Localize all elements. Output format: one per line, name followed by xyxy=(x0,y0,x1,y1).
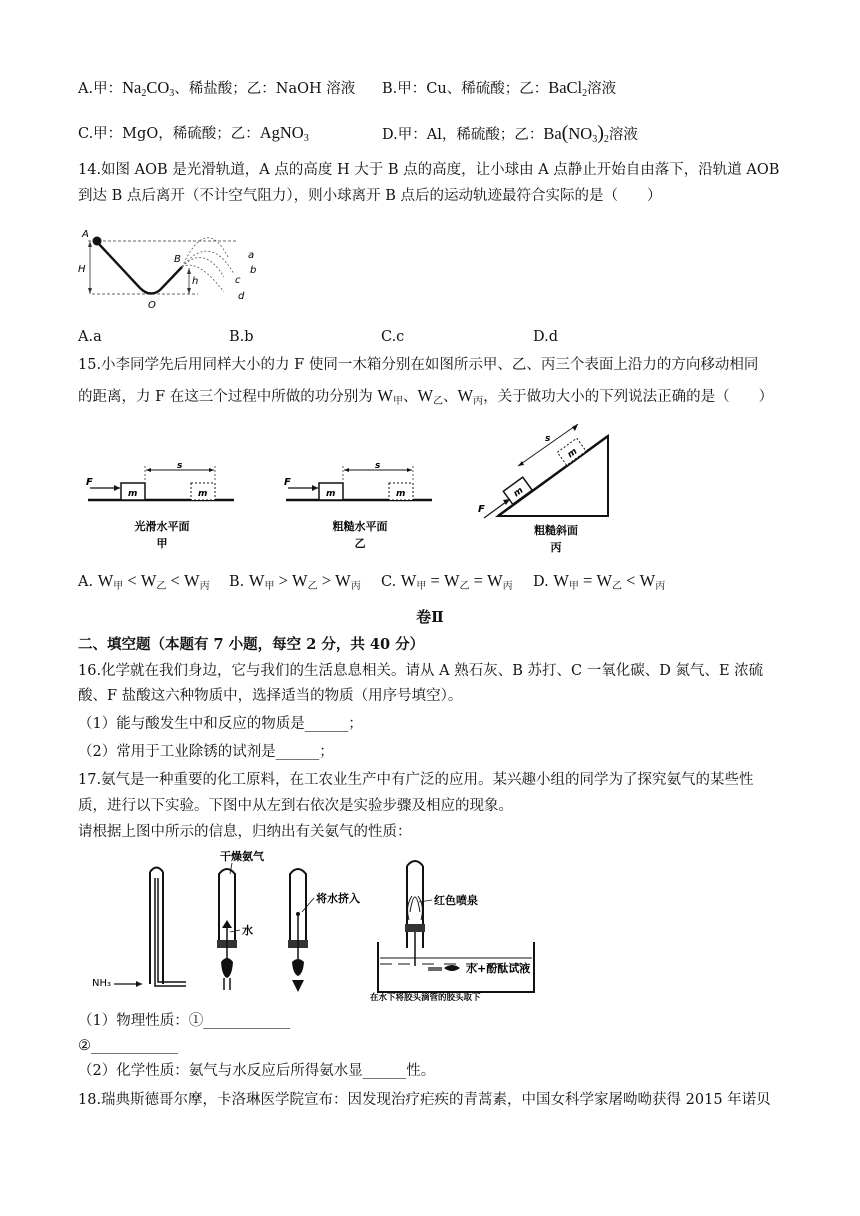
q15-figure-rough-plane xyxy=(282,460,442,554)
q16-text-line1: 16.化学就在我们身边，它与我们的生活息息相关。请从 A 熟石灰、B 苏打、C 一氧化碳、D 氮气、E 浓硫 xyxy=(78,663,764,679)
q17-text-line1: 17.氨气是一种重要的化工原料，在工农业生产中有广泛的应用。某兴趣小组的同学为了探究氨气的某些性 xyxy=(78,772,754,788)
q15-text-line2: 的距离，力 F 在这三个过程中所做的功分别为 $W_甲$、$W_乙$、$W_丙$，关于做功大小的下列说法正确的是（ ） xyxy=(78,386,774,407)
section-title: 卷Ⅱ xyxy=(416,608,444,626)
water-phenol-label: 水+酚酞试液 xyxy=(466,962,531,975)
q15-option-b: B. $W_甲 > W_乙 > W_丙$ xyxy=(229,571,361,592)
label-traj-c: c xyxy=(235,275,241,286)
part2-heading: 二、填空题（本题有 7 小题，每空 2 分，共 40 分） xyxy=(78,636,425,653)
q17-item1: （1）物理性质：①____________ xyxy=(78,1013,291,1029)
nh3-label: NH₃ xyxy=(92,978,112,989)
fountain-caption: 在水下将胶头滴管的胶头取下 xyxy=(370,993,481,1002)
q16-item2: （2）常用于工业除锈的试剂是______； xyxy=(78,744,334,760)
caption-bing: 丙 xyxy=(550,541,562,554)
label-traj-a: a xyxy=(248,250,255,261)
caption-smooth-plane: 光滑水平面 xyxy=(134,520,190,533)
q15-text-line1: 15.小李同学先后用同样大小的力 F 使同一木箱分别在如图所示甲、乙、丙三个表面上沿力的方向移动相同 xyxy=(78,357,759,373)
q13-option-d: D.甲：Al，稀硫酸；乙：$Ba(NO_3)_2$溶液 xyxy=(382,122,638,145)
q17-item2: （2）化学性质：氨气与水反应后所得氨水显______性。 xyxy=(78,1063,436,1079)
q16-text-line2: 酸、F 盐酸这六种物质中，选择适当的物质（用序号填空）。 xyxy=(78,688,463,704)
q17-ammonia-figure xyxy=(92,850,552,1002)
q13-option-a: A.甲：$Na_2CO_3$、稀盐酸；乙：NaOH 溶液 xyxy=(78,78,356,99)
box-label-end: m xyxy=(565,446,580,461)
caption-rough-plane: 粗糙水平面 xyxy=(332,520,388,533)
box-label: m xyxy=(128,489,138,499)
q18-text-line1: 18.瑞典斯德哥尔摩，卡洛琳医学院宣布：因发现治疗疟疾的青蒿素，中国女科学家屠呦呦获得 2015 年诺贝 xyxy=(78,1092,771,1108)
q15-option-c: C. $W_甲 = W_乙 = W_丙$ xyxy=(381,571,513,592)
distance-label: s xyxy=(545,434,551,444)
box-label: m xyxy=(511,485,526,500)
q13-option-b: B.甲：Cu、稀硫酸；乙：BaCl$_2$溶液 xyxy=(382,78,617,99)
q17-text-line2: 质，进行以下实验。下图中从左到右依次是实验步骤及相应的现象。 xyxy=(78,798,513,814)
label-b-point: B xyxy=(174,254,181,265)
box-label-end: m xyxy=(396,489,406,499)
q14-option-c: C.c xyxy=(381,329,405,345)
water-label: 水 xyxy=(242,924,253,937)
q17-text-line3: 请根据上图中所示的信息，归纳出有关氨气的性质： xyxy=(78,824,412,840)
label-traj-b: b xyxy=(250,265,257,276)
q14-text-line2: 到达 B 点后离开（不计空气阻力），则小球离开 B 点后的运动轨迹最符合实际的是（ ） xyxy=(78,188,662,204)
q14-text-line1: 14.如图 AOB 是光滑轨道，A 点的高度 H 大于 B 点的高度，让小球由 A 点静止开始自由落下，沿轨道 AOB xyxy=(78,162,780,178)
q15-figure-rough-incline xyxy=(478,424,628,558)
label-h-big: H xyxy=(78,264,86,275)
box-label-end: m xyxy=(198,489,208,499)
caption-yi: 乙 xyxy=(354,537,366,550)
caption-rough-incline: 粗糙斜面 xyxy=(534,524,578,537)
q14-option-b: B.b xyxy=(229,329,254,345)
q13-option-c: C.甲：MgO，稀硫酸；乙：AgNO$_3$ xyxy=(78,123,309,144)
force-label: F xyxy=(86,477,93,488)
q14-track-figure xyxy=(78,222,268,310)
label-h-small: h xyxy=(192,276,199,287)
q15-option-d: D. $W_甲 = W_乙 < W_丙$ xyxy=(533,571,666,592)
q16-item1: （1）能与酸发生中和反应的物质是______； xyxy=(78,716,363,732)
force-label: F xyxy=(284,477,291,488)
q14-option-a: A.a xyxy=(78,329,102,345)
q14-option-d: D.d xyxy=(533,329,558,345)
dry-ammonia-label: 干燥氨气 xyxy=(220,850,264,863)
box-label: m xyxy=(326,489,336,499)
caption-jia: 甲 xyxy=(156,537,168,550)
label-traj-d: d xyxy=(238,291,245,302)
distance-label: s xyxy=(177,461,183,471)
label-o-point: O xyxy=(148,300,156,310)
label-a-point: A xyxy=(82,229,89,240)
force-label: F xyxy=(478,504,485,515)
q17-item1b: ②____________ xyxy=(78,1038,178,1054)
distance-label: s xyxy=(375,461,381,471)
q15-figure-smooth-plane xyxy=(84,460,244,554)
q15-option-a: A. $W_甲 < W_乙 < W_丙$ xyxy=(78,571,210,592)
fountain-label: 红色喷泉 xyxy=(434,894,478,907)
squeeze-label: 将水挤入 xyxy=(316,892,360,905)
